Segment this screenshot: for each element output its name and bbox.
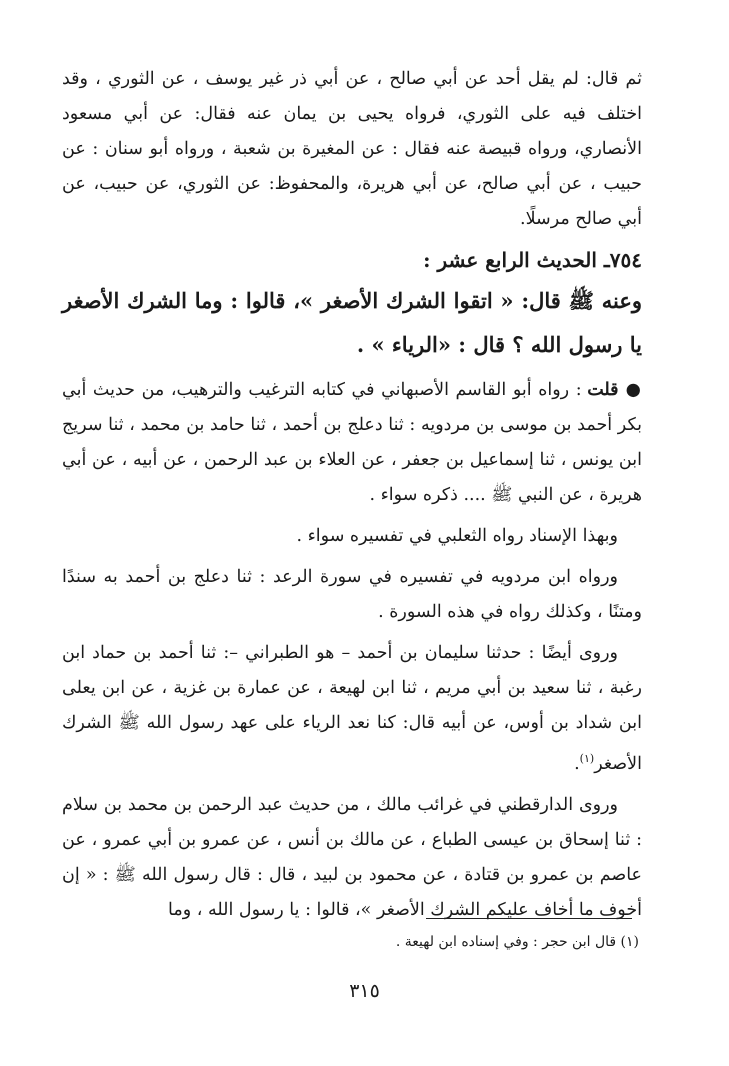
paragraph-5-text: وروى أيضًا : حدثنا سليمان بن أحمد – هو الطبراني –: ثنا أحمد بن حماد ابن رغبة ، ثنا سعيد بن أبي مريم ، ثنا ابن لهيعة ، عن عمارة بن غزية ، عن ابن يعلى ابن شداد بن أوس، عن أبيه قال: كنا نعد الرياء على عهد رسول الله ﷺ الشرك الأصغر	[62, 643, 642, 774]
footnote-separator	[426, 918, 632, 919]
page-body	[62, 62, 642, 928]
paragraph-2-text: : رواه أبو القاسم الأصبهاني في كتابه الترغيب والترهيب، من حديث أبي بكر أحمد بن موسى بن مردويه : ثنا دعلج بن أحمد ، ثنا حامد بن محمد ، ثنا سريج ابن يونس ، ثنا إسماعيل بن جعفر ، عن العلاء بن عبد الرحمن ، عن أبيه ، عن أبي هريرة ، عن النبي ﷺ .... ذكره سواء .	[62, 380, 642, 505]
footnote-ref: (١)	[579, 752, 595, 765]
page-number: ٣١٥	[349, 980, 380, 1002]
qultu-marker: ● قلت	[587, 380, 642, 400]
hadith-text: وعنه ﷺ قال: « اتقوا الشرك الأصغر »، قالوا : وما الشرك الأصغر يا رسول الله ؟ قال : «الرياء » .	[62, 288, 642, 357]
hadith-heading: ٧٥٤ـ الحديث الرابع عشر :	[423, 248, 642, 272]
paragraph-1: ثم قال: لم يقل أحد عن أبي صالح ، عن أبي ذر غير يوسف ، عن الثوري ، وقد اختلف فيه على الثوري، فرواه يحيى بن يمان عنه فقال: عن أبي مسعود الأنصاري، ورواه قبيصة عنه فقال : عن المغيرة بن شعبة ، ورواه أبو سنان : عن حبيب ، عن أبي صالح، عن أبي هريرة، والمحفوظ: عن الثوري، عن حبيب، عن أبي صالح مرسلًا.	[62, 69, 642, 229]
paragraph-3: وبهذا الإسناد رواه الثعلبي في تفسيره سواء .	[296, 526, 618, 546]
paragraph-5	[62, 636, 642, 782]
paragraph-4: ورواه ابن مردويه في تفسيره في سورة الرعد : ثنا دعلج بن أحمد به سندًا ومتنًا ، وكذلك رواه في هذه السورة .	[62, 567, 642, 622]
paragraph-2	[62, 373, 642, 513]
paragraph-6: وروى الدارقطني في غرائب مالك ، من حديث عبد الرحمن بن محمد بن سلام : ثنا إسحاق بن عيسى الطباع ، عن مالك بن أنس ، عن عمرو بن أبي عمرو ، عن عاصم بن عمرو بن قتادة ، عن محمود بن لبيد ، قال : قال رسول الله ﷺ : « إن أخوف ما أخاف عليكم الشرك الأصغر »، قالوا : يا رسول الله ، وما	[62, 794, 642, 920]
paragraph-5-end: .	[574, 753, 580, 774]
footnote: (١) قال ابن حجر : وفي إسناده ابن لهيعة .	[395, 934, 639, 950]
